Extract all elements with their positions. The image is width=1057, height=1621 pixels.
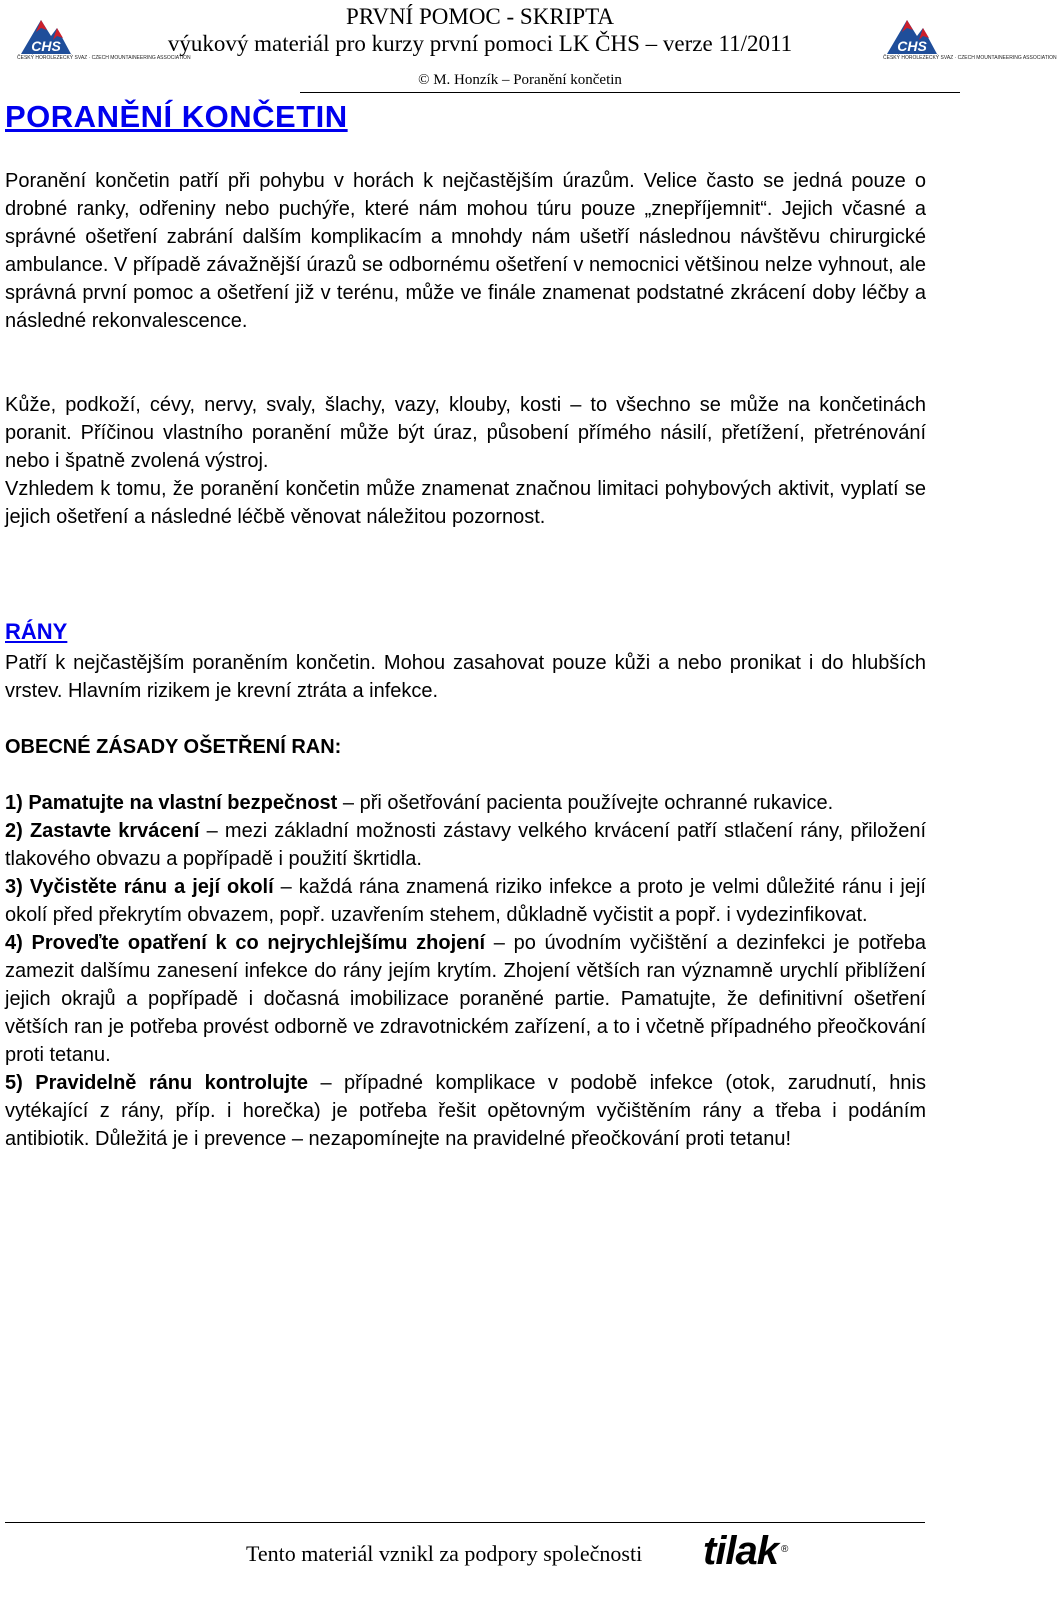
header-line-2: výukový materiál pro kurzy první pomoci LK ČHS – verze 11/2011	[167, 31, 793, 56]
body-paragraph-3: Vzhledem k tomu, že poranění končetin může znamenat značnou limitaci pohybových aktivit, vyplatí se jejich ošetření a následné léčbě věnovat náležitou pozornost.	[5, 478, 926, 528]
logo-caption: ČESKÝ HOROLEZECKÝ SVAZ · CZECH MOUNTAINEERING ASSOCIATION	[17, 55, 191, 61]
logo-letters: CHS	[31, 38, 61, 54]
subheading-principles: OBECNÉ ZÁSADY OŠETŘENÍ RAN:	[5, 736, 342, 758]
footer-sponsor-text: Tento materiál vznikl za podpory společnosti	[246, 1541, 643, 1566]
list-item	[5, 817, 926, 873]
mountain-logo-icon	[17, 14, 75, 56]
footer-divider	[5, 1522, 925, 1523]
section-title-rany: RÁNY	[5, 619, 68, 644]
intro-paragraph: Poranění končetin patří při pohybu v horách k nejčastějším úrazům. Velice často se jedná pouze o drobné ranky, odřeniny nebo puchýře, které nám mohou túru pouze „znepříjemnit“. Jejich včasné a správné ošetření zabrání dalším komplikacím a mnohdy nám ušetří následnou návštěvu chirurgické ambulance. V případě závažnější úrazů se odbornému ošetření v nemocnici většinou nelze vyhnout, ale správná první pomoc a ošetření již v terénu, může ve finále znamenat podstatné zkrácení doby léčby a následné rekonvalescence.	[5, 170, 926, 332]
logo-caption: ČESKÝ HOROLEZECKÝ SVAZ · CZECH MOUNTAINEERING ASSOCIATION	[883, 55, 1057, 61]
step-text: – každá rána znamená riziko infekce a proto je velmi důležité ránu i její okolí před překrytím obvazem, popř. uzavřením stehem, důkladně vyčistit a popř. i vydezinfikovat.	[5, 876, 926, 926]
step-text: – mezi základní možnosti zástavy velkého krvácení patří stlačení rány, přiložení tlakového obvazu a popřípadě i použití škrtidla.	[5, 820, 926, 870]
list-item	[5, 929, 926, 1069]
step-text: – případné komplikace v podobě infekce (otok, zarudnutí, hnis vytékající z rány, příp. i horečka) je potřeba řešit opětovným vyčištěním rány a třeba i podáním antibiotik. Důležitá je i prevence – nezapomínejte na pravidelné přeočkování proti tetanu!	[5, 1072, 926, 1150]
step-heading: 3) Vyčistěte ránu a její okolí	[5, 876, 274, 898]
registered-mark: ®	[781, 1544, 789, 1555]
chs-logo-left	[17, 14, 191, 66]
page-header	[0, 0, 1057, 95]
section-intro: Patří k nejčastějším poraněním končetin. Mohou zasahovat pouze kůži a nebo pronikat i do hlubších vrstev. Hlavním rizikem je krevní ztráta a infekce.	[5, 652, 926, 702]
step-text: – po úvodním vyčištění a dezinfekci je potřeba zamezit dalšímu zanesení infekce do rány jejím krytím. Zhojení větších ran významně urychlí přiblížení jejich okrajů a popřípadě i dočasná imobilizace poraněné partie. Pamatujte, že definitivní ošetření větších ran je potřeba provést odborně ve zdravotnickém zařízení, a to i včetně případného přeočkování proti tetanu.	[5, 932, 926, 1066]
header-divider	[300, 92, 960, 93]
logo-letters: CHS	[897, 38, 927, 54]
principles-list	[5, 789, 926, 1153]
tilak-logo: tilak	[703, 1529, 779, 1573]
step-heading: 4) Proveďte opatření k co nejrychlejšímu zhojení	[5, 932, 486, 954]
mountain-logo-icon	[883, 14, 941, 56]
body-paragraph-2: Kůže, podkoží, cévy, nervy, svaly, šlachy, vazy, klouby, kosti – to všechno se může na končetinách poranit. Příčinou vlastního poranění může být úraz, působení přímého násilí, přetížení, přetrénování nebo i špatně zvolená výstroj.	[5, 394, 926, 472]
list-item	[5, 789, 926, 817]
step-text: – při ošetřování pacienta používejte ochranné rukavice.	[337, 792, 834, 814]
list-item	[5, 1069, 926, 1153]
step-heading: 5) Pravidelně ránu kontrolujte	[5, 1072, 308, 1094]
step-heading: 2) Zastavte krvácení	[5, 820, 200, 842]
step-heading: 1) Pamatujte na vlastní bezpečnost	[5, 792, 338, 814]
header-line-3: © M. Honzík – Poranění končetin	[418, 72, 622, 88]
list-item	[5, 873, 926, 929]
chs-logo-right	[883, 14, 1057, 66]
header-line-1: PRVNÍ POMOC - SKRIPTA	[346, 4, 614, 29]
page-title: PORANĚNÍ KONČETIN	[5, 99, 348, 134]
